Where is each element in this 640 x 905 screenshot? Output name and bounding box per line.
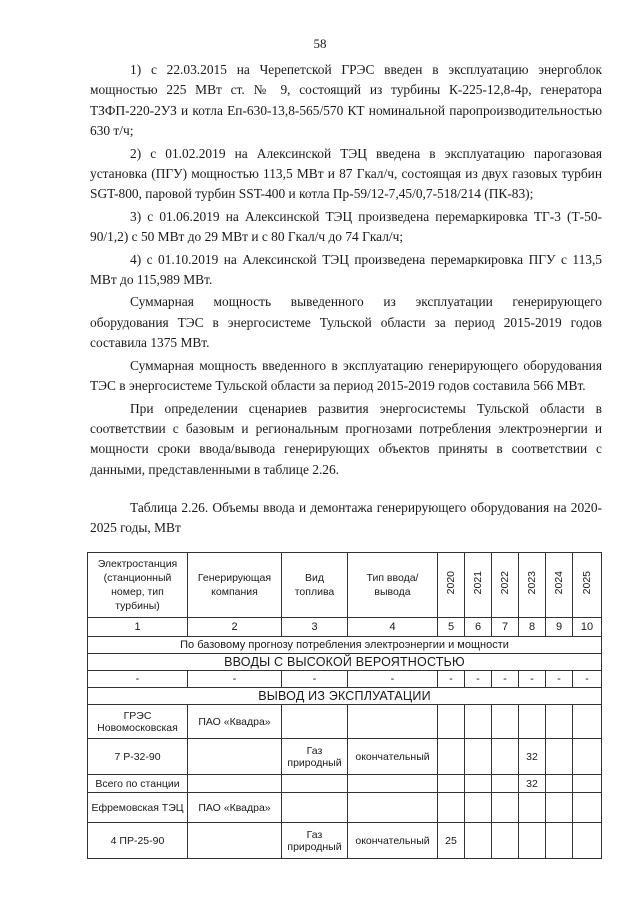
header-year-2020 [438, 553, 465, 618]
station-name: ГРЭС Новомосковская [88, 705, 188, 739]
section-input-row [88, 654, 602, 671]
value-2020: 25 [438, 823, 465, 859]
col-num: 3 [282, 618, 348, 637]
page-number: 58 [313, 36, 327, 51]
header-station: Электростанция (станционный номер, тип турбины) [88, 553, 188, 618]
dash-cell: - [492, 671, 519, 688]
header-year-2024-label: 2024 [553, 571, 565, 595]
header-fuel: Вид топлива [282, 553, 348, 618]
table-caption-text: Таблица 2.26. Объемы ввода и демонтажа генерирующего оборудования на 2020-2025 годы, МВт [90, 500, 602, 536]
header-year-2021 [465, 553, 492, 618]
header-company: Генерирующая компания [188, 553, 282, 618]
header-year-2023-label: 2023 [526, 571, 538, 595]
column-number-row [88, 618, 602, 637]
paragraph-7: При определении сценариев развития энергосистемы Тульской области в соответствии с базовым и региональным прогнозами потребления электроэнергии и мощности сроки ввода/вывода генерирующих объектов приняты в соответствии с данными, представленными в таблице 2.26. [90, 400, 602, 477]
paragraph-6: Суммарная мощность введенного в эксплуатацию генерирующего оборудования ТЭС в энергосистеме Тульской области за период 2015-2019 годов составила 566 МВт. [90, 357, 602, 394]
value-2023: 32 [519, 739, 546, 775]
col-num: 5 [438, 618, 465, 637]
company-name: ПАО «Квадра» [188, 793, 282, 823]
paragraph-1: 1) с 22.03.2015 на Черепетской ГРЭС введен в эксплуатацию энергоблок мощностью 225 МВт ст. № 9, состоящий из турбины К-225-12,8-4р, генератора ТЗФП-220-2УЗ и котла Еп-630-13,8-565/570 КТ номинальной паропроизводительностью 630 т/ч; [90, 62, 602, 139]
dash-cell: - [546, 671, 573, 688]
table-row [88, 705, 602, 739]
header-year-2023 [519, 553, 546, 618]
col-num: 4 [348, 618, 438, 637]
header-year-2021-label: 2021 [472, 571, 484, 595]
dash-cell: - [573, 671, 602, 688]
header-year-2025 [573, 553, 602, 618]
type-value: окончательный [348, 823, 438, 859]
type-value: окончательный [348, 739, 438, 775]
table-header-row [88, 553, 602, 618]
total-2023: 32 [519, 775, 546, 793]
table-row [88, 775, 602, 793]
header-year-2020-label: 2020 [445, 571, 457, 595]
fuel-value: Газ природный [282, 739, 348, 775]
table-row [88, 823, 602, 859]
table-caption [90, 498, 602, 539]
header-type: Тип ввода/вывода [348, 553, 438, 618]
dash-cell: - [348, 671, 438, 688]
paragraph-5: Суммарная мощность выведенного из эксплуатации генерирующего оборудования ТЭС в энергосистеме Тульской области за период 2015-2019 годов составила 1375 МВт. [90, 294, 602, 351]
header-year-2025-label: 2025 [581, 571, 593, 595]
fuel-value: Газ природный [282, 823, 348, 859]
header-year-2024 [546, 553, 573, 618]
header-year-2022 [492, 553, 519, 618]
col-num: 6 [465, 618, 492, 637]
col-num: 8 [519, 618, 546, 637]
header-year-2022-label: 2022 [499, 571, 511, 595]
dash-cell: - [438, 671, 465, 688]
dash-cell: - [88, 671, 188, 688]
dash-cell: - [282, 671, 348, 688]
station-name: Ефремовская ТЭЦ [88, 793, 188, 823]
unit-name: 4 ПР-25-90 [88, 823, 188, 859]
generation-table [87, 552, 602, 859]
section-output-label: ВЫВОД ИЗ ЭКСПЛУАТАЦИИ [88, 688, 602, 705]
col-num: 7 [492, 618, 519, 637]
table-row [88, 793, 602, 823]
section-output-row [88, 688, 602, 705]
paragraph-2: 2) с 01.02.2019 на Алексинской ТЭЦ введена в эксплуатацию парогазовая установка (ПГУ) мощностью 113,5 МВт и 87 Гкал/ч, состоящая из двух газовых турбин SGT-800, паровой турбин SST-400 и котла Пр-59/12-7,45/0,7-518/214 (ПК-83); [90, 145, 602, 202]
dash-cell: - [465, 671, 492, 688]
paragraph-4: 4) с 01.10.2019 на Алексинской ТЭЦ произведена перемаркировка ПГУ с 113,5 МВт до 115,989 МВт. [90, 251, 602, 288]
section-input-label: ВВОДЫ С ВЫСОКОЙ ВЕРОЯТНОСТЬЮ [88, 654, 602, 671]
dash-row [88, 671, 602, 688]
dash-cell: - [519, 671, 546, 688]
station-total-label: Всего по станции [88, 775, 188, 793]
dash-cell: - [188, 671, 282, 688]
body-text [90, 60, 602, 482]
col-num: 9 [546, 618, 573, 637]
table-row [88, 739, 602, 775]
scenario-row [88, 637, 602, 654]
unit-name: 7 Р-32-90 [88, 739, 188, 775]
col-num: 2 [188, 618, 282, 637]
col-num: 10 [573, 618, 602, 637]
paragraph-3: 3) с 01.06.2019 на Алексинской ТЭЦ произведена перемаркировка ТГ-3 (Т-50-90/1,2) с 50 МВт до 29 МВт и с 80 Гкал/ч до 74 Гкал/ч; [90, 208, 602, 245]
col-num: 1 [88, 618, 188, 637]
company-name: ПАО «Квадра» [188, 705, 282, 739]
scenario-label: По базовому прогнозу потребления электроэнергии и мощности [88, 637, 602, 654]
